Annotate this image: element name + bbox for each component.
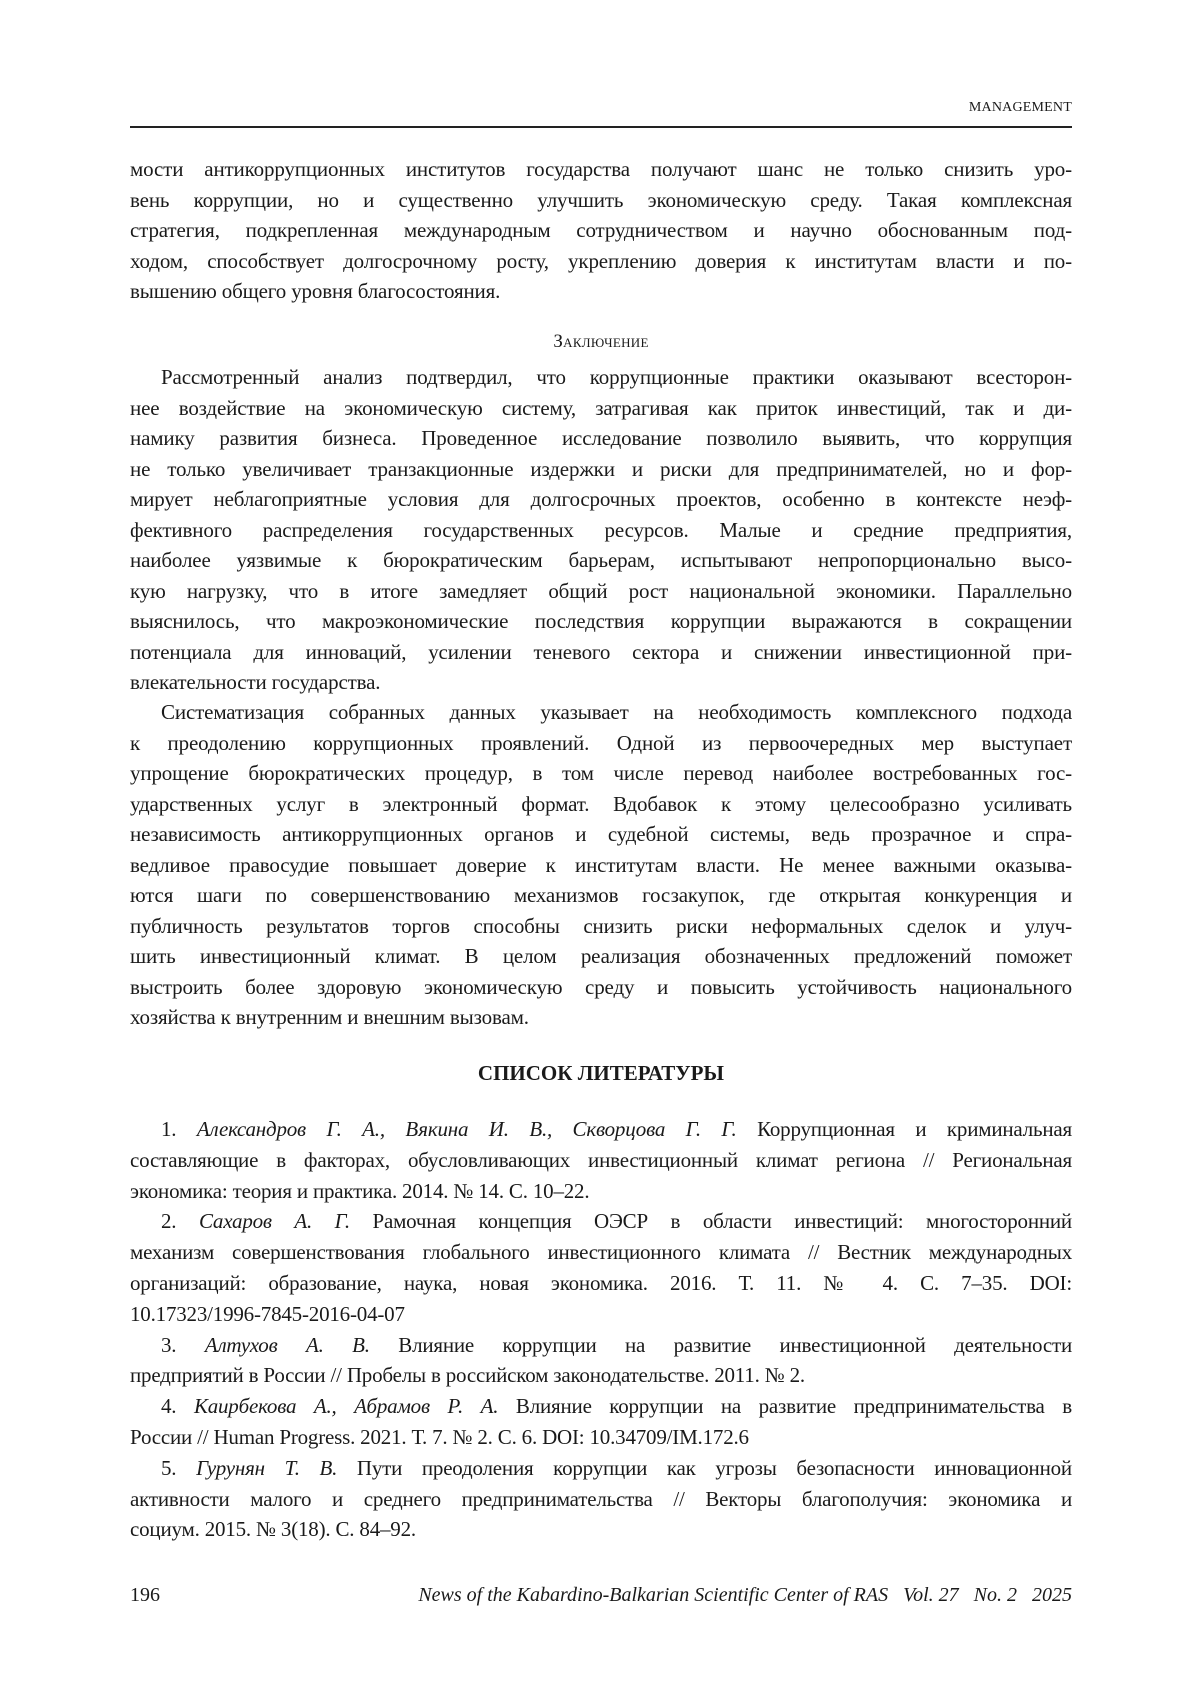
reference-authors: Каирбекова А., Абрамов Р. А.	[194, 1394, 498, 1418]
reference-number: 3.	[161, 1333, 176, 1357]
text-line: составляющие в факторах, обусловливающих инвестиционный климат региона // Региональная	[130, 1145, 1072, 1176]
text-line: ударственных услуг в электронный формат. Вдобавок к этому целесообразно усиливать	[130, 789, 1072, 820]
text-line: ются шаги по совершенствованию механизмов госзакупок, где открытая конкуренция и	[130, 880, 1072, 911]
text-line: Рассмотренный анализ подтвердил, что коррупционные практики оказывают всесторон-	[130, 362, 1072, 393]
reference-number: 5.	[161, 1456, 176, 1480]
conclusion-paragraph-2	[130, 697, 1072, 1033]
text-line: упрощение бюрократических процедур, в том числе перевод наиболее востребованных гос-	[130, 758, 1072, 789]
journal-citation: News of the Kabardino-Balkarian Scientific Center of RAS Vol. 27 No. 2 2025	[418, 1584, 1072, 1607]
text-line: вышению общего уровня благосостояния.	[130, 276, 1072, 307]
text-line: ходом, способствует долгосрочному росту, укреплению доверия к институтам власти и по-	[130, 246, 1072, 277]
reference-authors: Алтухов А. В.	[205, 1333, 370, 1357]
reference-authors: Гурунян Т. В.	[196, 1456, 337, 1480]
text-line: ведливое правосудие повышает доверие к институтам власти. Не менее важными оказыва-	[130, 850, 1072, 881]
text-line: стратегия, подкрепленная международным сотрудничеством и научно обоснованным под-	[130, 215, 1072, 246]
text-line: мирует неблагоприятные условия для долгосрочных проектов, особенно в контексте неэф-	[130, 484, 1072, 515]
text-line: кую нагрузку, что в итоге замедляет общий рост национальной экономики. Параллельно	[130, 576, 1072, 607]
intro-paragraph	[130, 154, 1072, 307]
references-heading: СПИСОК ЛИТЕРАТУРЫ	[130, 1061, 1072, 1086]
text-line: социум. 2015. № 3(18). С. 84–92.	[130, 1514, 1072, 1545]
running-header: MANAGEMENT	[130, 100, 1072, 116]
reference-item	[130, 1114, 1072, 1206]
text-line: организаций: образование, наука, новая экономика. 2016. Т. 11. № 4. С. 7–35. DOI:	[130, 1268, 1072, 1299]
text-line: нее воздействие на экономическую систему, затрагивая как приток инвестиций, так и ди-	[130, 393, 1072, 424]
reference-item	[130, 1391, 1072, 1453]
text-line: наиболее уязвимые к бюрократическим барьерам, испытывают непропорционально высо-	[130, 545, 1072, 576]
reference-number: 2.	[161, 1209, 176, 1233]
page-number: 196	[130, 1584, 160, 1607]
text-line: хозяйства к внутренним и внешним вызовам.	[130, 1002, 1072, 1033]
conclusion-heading: Заключение	[130, 331, 1072, 353]
reference-item	[130, 1206, 1072, 1329]
reference-authors: Александров Г. А., Вякина И. В., Скворцова Г. Г.	[197, 1117, 737, 1141]
text-line: 10.17323/1996-7845-2016-04-07	[130, 1299, 1072, 1330]
reference-authors: Сахаров А. Г.	[199, 1209, 350, 1233]
references-list	[130, 1114, 1072, 1545]
text-line: к преодолению коррупционных проявлений. Одной из первоочередных мер выступает	[130, 728, 1072, 759]
text-line: фективного распределения государственных ресурсов. Малые и средние предприятия,	[130, 515, 1072, 546]
text-line: выяснилось, что макроэкономические последствия коррупции выражаются в сокращении	[130, 606, 1072, 637]
reference-item	[130, 1330, 1072, 1392]
reference-title: Влияние коррупции на развитие инвестиционной деятельности	[398, 1333, 1072, 1357]
text-line: не только увеличивает транзакционные издержки и риски для предпринимателей, но и фор-	[130, 454, 1072, 485]
text-line: вень коррупции, но и существенно улучшить экономическую среду. Такая комплексная	[130, 185, 1072, 216]
text-line: механизм совершенствования глобального инвестиционного климата // Вестник международных	[130, 1237, 1072, 1268]
reference-item	[130, 1453, 1072, 1545]
conclusion-paragraph-1	[130, 362, 1072, 698]
reference-number: 1.	[161, 1117, 176, 1141]
text-line: Систематизация собранных данных указывает на необходимость комплексного подхода	[130, 697, 1072, 728]
reference-first-line	[130, 1206, 1072, 1237]
header-rule	[130, 126, 1072, 128]
text-line: активности малого и среднего предпринимательства // Векторы благополучия: экономика и	[130, 1484, 1072, 1515]
text-line: влекательности государства.	[130, 667, 1072, 698]
text-line: потенциала для инноваций, усилении теневого сектора и снижении инвестиционной при-	[130, 637, 1072, 668]
text-line: независимость антикоррупционных органов и судебной системы, ведь прозрачное и спра-	[130, 819, 1072, 850]
reference-number: 4.	[161, 1394, 176, 1418]
text-line: выстроить более здоровую экономическую среду и повысить устойчивость национального	[130, 972, 1072, 1003]
reference-first-line	[130, 1114, 1072, 1145]
text-line: экономика: теория и практика. 2014. № 14. С. 10–22.	[130, 1176, 1072, 1207]
reference-first-line	[130, 1391, 1072, 1422]
text-line: мости антикоррупционных институтов государства получают шанс не только снизить уро-	[130, 154, 1072, 185]
text-line: предприятий в России // Пробелы в российском законодательстве. 2011. № 2.	[130, 1360, 1072, 1391]
reference-title: Коррупционная и криминальная	[757, 1117, 1072, 1141]
page-footer	[130, 1584, 1072, 1607]
reference-first-line	[130, 1453, 1072, 1484]
reference-first-line	[130, 1330, 1072, 1361]
text-line: намику развития бизнеса. Проведенное исследование позволило выявить, что коррупция	[130, 423, 1072, 454]
reference-title: Влияние коррупции на развитие предпринимательства в	[516, 1394, 1072, 1418]
reference-title: Рамочная концепция ОЭСР в области инвестиций: многосторонний	[372, 1209, 1072, 1233]
text-line: России // Human Progress. 2021. Т. 7. № 2. С. 6. DOI: 10.34709/IM.172.6	[130, 1422, 1072, 1453]
reference-title: Пути преодоления коррупции как угрозы безопасности инновационной	[357, 1456, 1072, 1480]
text-line: шить инвестиционный климат. В целом реализация обозначенных предложений поможет	[130, 941, 1072, 972]
text-line: публичность результатов торгов способны снизить риски неформальных сделок и улуч-	[130, 911, 1072, 942]
